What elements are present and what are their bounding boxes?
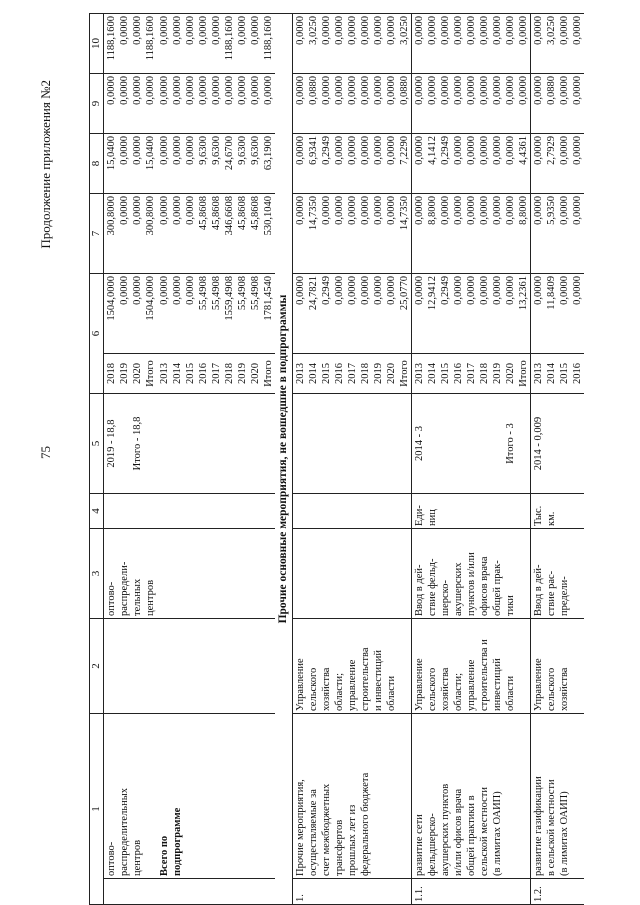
col-header-2: 2 bbox=[90, 619, 104, 714]
row-number bbox=[157, 879, 275, 905]
table-row bbox=[104, 14, 158, 905]
years: 2013 2014 2015 2016 2017 2018 2019 2020 Итого bbox=[157, 354, 275, 394]
value-col8: 0,0000 0,0000 0,0000 9,6300 9,6300 24,6700 9,6300 9,6300 63,1900 bbox=[157, 134, 275, 194]
row-number: 1.1. bbox=[412, 879, 531, 905]
value-col8: 0,0000 4,1412 0,2949 0,0000 0,0000 0,0000 0,0000 0,0000 4,4361 bbox=[412, 134, 531, 194]
value-col10: 0,0000 0,0000 0,0000 0,0000 0,0000 0,0000 0,0000 0,0000 0,0000 bbox=[412, 14, 531, 74]
unit bbox=[293, 494, 412, 529]
col-header-6: 6 bbox=[90, 274, 104, 394]
value-col10: 0,0000 3,0250 0,0000 0,0000 bbox=[531, 14, 585, 74]
value-col8: 0,0000 2,7929 0,0000 0,0000 bbox=[531, 134, 585, 194]
value-col7: 0,0000 0,0000 0,0000 45,8608 45,8608 346,6608 45,8608 45,8608 530,1040 bbox=[157, 194, 275, 274]
program-table bbox=[89, 13, 584, 905]
col-header-8: 8 bbox=[90, 134, 104, 194]
unit bbox=[104, 494, 158, 529]
value-col10: 1188,1600 0,0000 0,0000 1188,1600 bbox=[104, 14, 158, 74]
row-number: 1.2. bbox=[531, 879, 585, 905]
col-header-9: 9 bbox=[90, 74, 104, 134]
years: 2018 2019 2020 Итого bbox=[104, 354, 158, 394]
subprogram-total-label: Всего по подпрограмме bbox=[157, 714, 275, 879]
value-col7: 300,8000 0,0000 0,0000 300,8000 bbox=[104, 194, 158, 274]
col-header-1: 1 bbox=[90, 714, 104, 905]
col-header-10: 10 bbox=[90, 14, 104, 74]
value-col7: 0,0000 8,8000 0,0000 0,0000 0,0000 0,0000 0,0000 0,0000 8,8000 bbox=[412, 194, 531, 274]
executor: Управление сельского хозяйства bbox=[531, 619, 585, 714]
value-col8: 15,0400 0,0000 0,0000 15,0400 bbox=[104, 134, 158, 194]
unit bbox=[157, 494, 275, 529]
value-col9: 0,0000 0,0880 0,0000 0,0000 0,0000 0,0000 0,0000 0,0000 0,0880 bbox=[293, 74, 412, 134]
value-col7: 0,0000 5,9350 0,0000 0,0000 bbox=[531, 194, 585, 274]
target-value bbox=[293, 394, 412, 494]
measure-name: развитие сети фельдшерско- акушерских пунктов и/или офисов врача общей практики в сельской местности (в лимитах ОАИП) bbox=[412, 714, 531, 879]
section-header: Прочие основные мероприятия, не вошедшие в подпрограммы bbox=[275, 14, 293, 905]
appendix-title: Продолжение приложения №2 bbox=[38, 80, 53, 249]
measure-name: развитие газификации в сельской местности (в лимитах ОАИП) bbox=[531, 714, 585, 879]
years: 2013 2014 2015 2016 2017 2018 2019 2020 Итого bbox=[293, 354, 412, 394]
value-col9: 0,0000 0,0000 0,0000 0,0000 bbox=[104, 74, 158, 134]
measure-name: Прочие мероприятия, осуществляемые за счет межбюджетных трансфертов прошлых лет из федерального бюджета bbox=[293, 714, 412, 879]
years: 2013 2014 2015 2016 2017 2018 2019 2020 Итого bbox=[412, 354, 531, 394]
value-col9: 0,0000 0,0880 0,0000 0,0000 bbox=[531, 74, 585, 134]
indicator: Ввод в дей- ствие фельд- шерско- акушерских пунктов и/или офисов врача общей прак- тики bbox=[412, 529, 531, 619]
col-header-4: 4 bbox=[90, 494, 104, 529]
executor bbox=[104, 619, 158, 714]
value-col8: 0,0000 6,9341 0,2949 0,0000 0,0000 0,0000 0,0000 0,0000 7,2290 bbox=[293, 134, 412, 194]
table-row bbox=[412, 14, 531, 905]
indicator bbox=[157, 529, 275, 619]
measure-name: оптово- распределительных центров bbox=[104, 714, 158, 879]
value-col6: 0,0000 11,8409 0,0000 0,0000 bbox=[531, 274, 585, 354]
table-row bbox=[157, 14, 275, 905]
value-col7: 0,0000 14,7350 0,0000 0,0000 0,0000 0,0000 0,0000 0,0000 14,7350 bbox=[293, 194, 412, 274]
value-col6: 0,0000 24,7821 0,2949 0,0000 0,0000 0,0000 0,0000 0,0000 25,0770 bbox=[293, 274, 412, 354]
value-col9: 0,0000 0,0000 0,0000 0,0000 0,0000 0,0000 0,0000 0,0000 0,0000 bbox=[157, 74, 275, 134]
unit: Тыс. км. bbox=[531, 494, 585, 529]
value-col6: 0,0000 0,0000 0,0000 55,4908 55,4908 1559,4908 55,4908 55,4908 1781,4540 bbox=[157, 274, 275, 354]
table-row bbox=[293, 14, 412, 905]
col-header-7: 7 bbox=[90, 194, 104, 274]
column-number-row bbox=[90, 14, 104, 905]
executor: Управление сельского хозяйства области; управление строительства и инвестиций области bbox=[412, 619, 531, 714]
executor: Управление сельского хозяйства области; управление строительства и инвестиций области bbox=[293, 619, 412, 714]
indicator: Ввод в дей- ствие рас- предели- bbox=[531, 529, 585, 619]
target-value: 2019 - 18,8 Итого - 18,8 bbox=[104, 394, 158, 494]
target-value: 2014 - 0,009 bbox=[531, 394, 585, 494]
page-number: 75 bbox=[38, 446, 53, 459]
value-col6: 1504,0000 0,0000 0,0000 1504,0000 bbox=[104, 274, 158, 354]
value-col10: 0,0000 3,0250 0,0000 0,0000 0,0000 0,0000 0,0000 0,0000 3,0250 bbox=[293, 14, 412, 74]
col-header-3: 3 bbox=[90, 529, 104, 619]
row-number: 1. bbox=[293, 879, 412, 905]
value-col6: 0,0000 12,9412 0,2949 0,0000 0,0000 0,0000 0,0000 0,0000 13,2361 bbox=[412, 274, 531, 354]
target-value bbox=[157, 394, 275, 494]
col-header-5: 5 bbox=[90, 394, 104, 494]
executor bbox=[157, 619, 275, 714]
value-col10: 0,0000 0,0000 0,0000 0,0000 0,0000 1188,1600 0,0000 0,0000 1188,1600 bbox=[157, 14, 275, 74]
unit: Еди- ниц bbox=[412, 494, 531, 529]
years: 2013 2014 2015 2016 bbox=[531, 354, 585, 394]
target-value: 2014 - 3 Итого - 3 bbox=[412, 394, 531, 494]
section-header-row bbox=[275, 14, 293, 905]
indicator bbox=[293, 529, 412, 619]
value-col9: 0,0000 0,0000 0,0000 0,0000 0,0000 0,0000 0,0000 0,0000 0,0000 bbox=[412, 74, 531, 134]
table-row bbox=[531, 14, 585, 905]
row-number bbox=[104, 879, 158, 905]
indicator: оптово- распредели- тельных центров bbox=[104, 529, 158, 619]
